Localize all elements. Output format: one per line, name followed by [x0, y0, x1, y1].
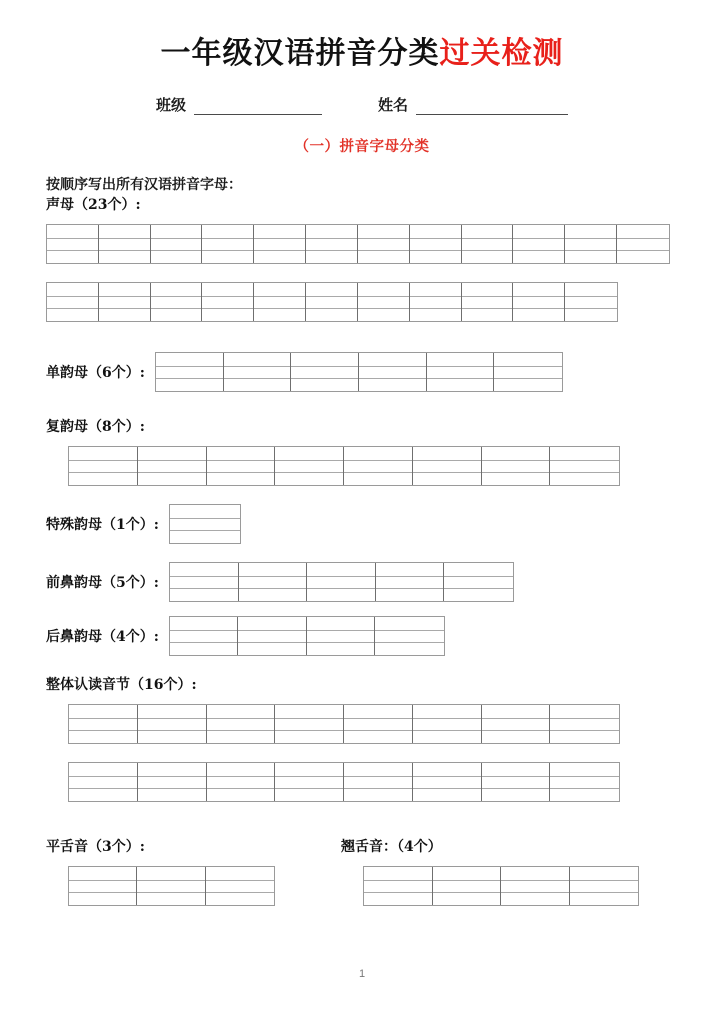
pinyin-grid-cell[interactable] — [99, 225, 151, 263]
pinyin-grid-cell[interactable] — [550, 705, 619, 743]
pinyin-grid-cell[interactable] — [306, 225, 358, 263]
name-label: 姓名 — [378, 97, 409, 114]
pinyin-grid-cell[interactable] — [427, 353, 495, 391]
pinyin-grid-cell[interactable] — [170, 505, 240, 543]
pinyin-grid-cell[interactable] — [306, 283, 358, 321]
name-field[interactable] — [378, 94, 568, 115]
class-label: 班级 — [155, 97, 186, 114]
group-label-qiaosheyin: 翘舌音：（4个） — [341, 839, 442, 855]
answer-group-zhengtirendu — [40, 674, 684, 802]
group-spacer — [40, 486, 684, 504]
grid-row-gap — [40, 264, 684, 282]
pinyin-grid-cell[interactable] — [224, 353, 292, 391]
pinyin-grid-cell[interactable] — [359, 353, 427, 391]
pinyin-grid-cell[interactable] — [207, 447, 276, 485]
pinyin-grid[interactable] — [169, 562, 514, 602]
pinyin-grid-cell[interactable] — [358, 283, 410, 321]
pinyin-grid-cell[interactable] — [151, 225, 203, 263]
pinyin-grid-cell[interactable] — [462, 283, 514, 321]
inline-group-row — [40, 616, 684, 656]
answer-group-qianbiyunmu — [40, 562, 684, 602]
pinyin-grid-cell[interactable] — [239, 563, 308, 601]
pinyin-grid-cell[interactable] — [151, 283, 203, 321]
pinyin-grid-cell[interactable] — [138, 447, 207, 485]
pinyin-grid-cell[interactable] — [364, 867, 433, 905]
pinyin-grid-cell[interactable] — [307, 563, 376, 601]
pinyin-grid-cell[interactable] — [501, 867, 570, 905]
answer-group-qiaosheyin — [335, 836, 639, 906]
pinyin-grid-cell[interactable] — [69, 867, 137, 905]
pinyin-grid-cell[interactable] — [275, 447, 344, 485]
pinyin-grid-cell[interactable] — [69, 447, 138, 485]
group-label-danyunmu: 单韵母（6个）: — [46, 365, 145, 381]
pinyin-grid-cell[interactable] — [570, 867, 639, 905]
group-spacer — [40, 602, 684, 616]
pinyin-grid-cell[interactable] — [358, 225, 410, 263]
pinyin-grid-cell[interactable] — [375, 617, 444, 655]
pinyin-grid-cell[interactable] — [482, 705, 551, 743]
pinyin-grid-cell[interactable] — [494, 353, 562, 391]
pinyin-grid-cell[interactable] — [376, 563, 445, 601]
instruction-text: 按顺序写出所有汉语拼音字母： — [46, 176, 242, 192]
pinyin-grid-cell[interactable] — [254, 225, 306, 263]
pinyin-grid-cell[interactable] — [413, 447, 482, 485]
pinyin-grid-cell[interactable] — [462, 225, 514, 263]
pinyin-grid-cell[interactable] — [69, 705, 138, 743]
group-spacer — [40, 802, 684, 812]
pinyin-grid-cell[interactable] — [433, 867, 502, 905]
pinyin-grid-cell[interactable] — [482, 447, 551, 485]
inline-group-row — [40, 352, 684, 392]
pinyin-grid-cell[interactable] — [307, 617, 376, 655]
pinyin-grid[interactable] — [155, 352, 563, 392]
pinyin-grid-cell[interactable] — [410, 225, 462, 263]
group-label-zhengtirendu: 整体认读音节（16个）: — [46, 677, 197, 693]
pinyin-grid-cell[interactable] — [565, 225, 617, 263]
pinyin-grid-cell[interactable] — [275, 763, 344, 801]
page-number: 1 — [358, 968, 366, 980]
pinyin-grid-cell[interactable] — [413, 705, 482, 743]
answer-group-shengmu — [40, 194, 684, 322]
pinyin-grid[interactable] — [363, 866, 639, 906]
page-title-red: 过关检测 — [439, 37, 564, 70]
group-label-fuyunmu: 复韵母（8个）: — [46, 419, 145, 435]
group-label-houbiyunmu: 后鼻韵母（4个）: — [46, 629, 159, 645]
pinyin-grid-cell[interactable] — [344, 447, 413, 485]
pinyin-grid-cell[interactable] — [207, 705, 276, 743]
pinyin-grid-cell[interactable] — [617, 225, 669, 263]
pinyin-grid-cell[interactable] — [69, 763, 138, 801]
group-label-qianbiyunmu: 前鼻韵母（5个）: — [46, 575, 159, 591]
class-input-line[interactable] — [194, 99, 322, 115]
pinyin-grid[interactable] — [169, 504, 241, 544]
inline-group-row — [40, 504, 684, 544]
group-spacer — [40, 656, 684, 674]
answer-group-fuyunmu — [40, 416, 684, 486]
pinyin-grid-cell[interactable] — [207, 763, 276, 801]
pinyin-grid-cell[interactable] — [238, 617, 307, 655]
pinyin-grid-cell[interactable] — [410, 283, 462, 321]
pinyin-grid-cell[interactable] — [254, 283, 306, 321]
pinyin-grid-cell[interactable] — [513, 283, 565, 321]
group-spacer — [40, 322, 684, 352]
pinyin-grid-cell[interactable] — [99, 283, 151, 321]
pinyin-grid[interactable] — [68, 762, 620, 802]
pinyin-grid-cell[interactable] — [206, 867, 274, 905]
pinyin-grid-cell[interactable] — [275, 705, 344, 743]
group-spacer — [40, 392, 684, 416]
group-label-shengmu: 声母（23个）: — [46, 197, 141, 213]
inline-group-row — [40, 562, 684, 602]
pinyin-grid-cell[interactable] — [444, 563, 513, 601]
pinyin-grid-cell[interactable] — [482, 763, 551, 801]
group-label-teshuyunmu: 特殊韵母（1个）: — [46, 517, 159, 533]
pinyin-grid-cell[interactable] — [137, 867, 205, 905]
pinyin-grid-cell[interactable] — [138, 705, 207, 743]
pinyin-grid-cell[interactable] — [291, 353, 359, 391]
page-title-black: 一年级汉语拼音分类 — [160, 37, 440, 70]
pinyin-grid[interactable] — [68, 704, 620, 744]
name-input-line[interactable] — [416, 99, 568, 115]
pinyin-grid-cell[interactable] — [513, 225, 565, 263]
pinyin-grid-cell[interactable] — [170, 617, 239, 655]
pinyin-grid-cell[interactable] — [47, 225, 99, 263]
group-label-pingsheyin: 平舌音（3个）: — [46, 839, 145, 855]
pinyin-grid-cell[interactable] — [550, 763, 619, 801]
pinyin-grid-cell[interactable] — [156, 353, 224, 391]
pinyin-grid[interactable] — [46, 282, 618, 322]
answer-group-houbiyunmu — [40, 616, 684, 656]
section-subtitle: （一）拼音字母分类 — [294, 139, 430, 155]
pinyin-grid[interactable] — [46, 224, 670, 264]
answer-group-teshuyunmu — [40, 504, 684, 544]
pinyin-grid-cell[interactable] — [344, 763, 413, 801]
pinyin-grid-cell[interactable] — [550, 447, 619, 485]
answer-group-danyunmu — [40, 352, 684, 392]
pinyin-grid-cell[interactable] — [413, 763, 482, 801]
pinyin-grid[interactable] — [169, 616, 445, 656]
pinyin-grid[interactable] — [68, 446, 620, 486]
answer-groups — [40, 194, 684, 812]
pinyin-grid[interactable] — [68, 866, 275, 906]
class-field[interactable] — [156, 94, 322, 115]
pinyin-grid-cell[interactable] — [344, 705, 413, 743]
page-title — [40, 0, 684, 72]
bottom-answer-groups — [40, 836, 684, 906]
student-info-row — [40, 94, 684, 115]
answer-group-pingsheyin — [40, 836, 275, 906]
pinyin-grid-cell[interactable] — [565, 283, 617, 321]
grid-row-gap — [40, 744, 684, 762]
pinyin-grid-cell[interactable] — [202, 225, 254, 263]
pinyin-grid-cell[interactable] — [170, 563, 239, 601]
group-spacer — [40, 544, 684, 562]
pinyin-grid-cell[interactable] — [202, 283, 254, 321]
pinyin-grid-cell[interactable] — [47, 283, 99, 321]
pinyin-grid-cell[interactable] — [138, 763, 207, 801]
